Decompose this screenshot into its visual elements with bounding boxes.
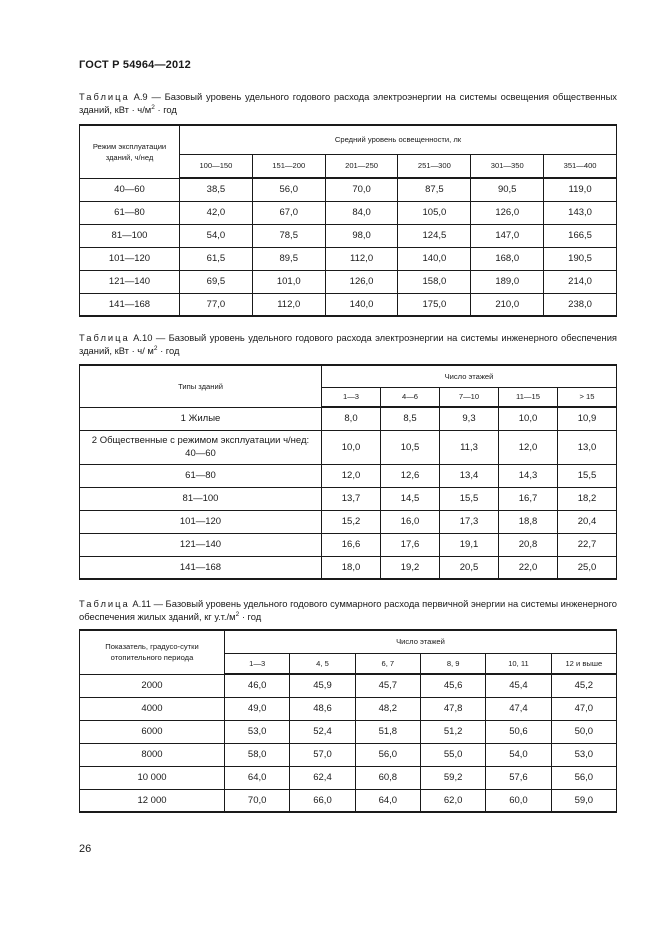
caption-number: А.10 [133,332,153,343]
caption-tail: · год [239,611,262,622]
table-cell: 64,0 [355,789,420,812]
column-header: 7—10 [440,387,499,407]
row-label: 61—80 [80,201,180,224]
table-row [80,464,617,487]
table-row [80,674,617,697]
row-label: 81—100 [80,487,322,510]
table-cell: 10,9 [558,407,617,430]
row-label: 10 000 [80,766,225,789]
table-cell: 77,0 [180,293,253,316]
table-cell: 53,0 [551,743,616,766]
table-cell: 14,3 [499,464,558,487]
group-header: Средний уровень освещенности, лк [180,125,617,154]
table-cell: 17,3 [440,510,499,533]
table-cell: 189,0 [471,270,544,293]
table-row [80,247,617,270]
table-cell: 52,4 [290,720,355,743]
table-cell: 69,5 [180,270,253,293]
table-row [80,224,617,247]
table-cell: 143,0 [544,201,617,224]
table-cell: 45,4 [486,674,551,697]
table-cell: 119,0 [544,178,617,201]
caption-label: Таблица [79,91,130,102]
row-header: Показатель, градусо-сутки отопительного периода [80,630,225,674]
table-cell: 47,8 [420,697,485,720]
table-cell: 45,7 [355,674,420,697]
table-cell: 147,0 [471,224,544,247]
table-row [80,766,617,789]
table-cell: 12,0 [499,430,558,464]
caption-superscript: 2 [151,104,155,111]
table-cell: 56,0 [551,766,616,789]
row-header: Режим эксплуатации зданий, ч/нед [80,125,180,178]
table-cell: 57,6 [486,766,551,789]
column-header: 151—200 [252,154,325,178]
table-row [80,407,617,430]
row-label [80,430,322,464]
table-cell: 57,0 [290,743,355,766]
caption-text: — Базовый уровень удельного годового суммарного расхода первичной энергии на системы инженерного обеспечения жилых зданий, кг у.т./м [79,598,617,622]
table-row [80,789,617,812]
table-cell: 140,0 [398,247,471,270]
row-label: 121—140 [80,270,180,293]
row-label: 12 000 [80,789,225,812]
table-cell: 124,5 [398,224,471,247]
table-cell: 49,0 [225,697,290,720]
table-cell: 90,5 [471,178,544,201]
column-header: 12 и выше [551,653,616,674]
page-number: 26 [79,843,92,855]
caption-superscript: 2 [153,345,158,352]
table-row [80,178,617,201]
table-row [80,533,617,556]
table-cell: 51,8 [355,720,420,743]
table-cell: 89,5 [252,247,325,270]
table-cell: 66,0 [290,789,355,812]
column-header: 100—150 [180,154,253,178]
table-cell: 84,0 [325,201,398,224]
column-header: > 15 [558,387,617,407]
table-cell: 210,0 [471,293,544,316]
table-cell: 12,0 [322,464,381,487]
group-header: Число этажей [225,630,617,653]
table-cell: 126,0 [471,201,544,224]
column-header: 10, 11 [486,653,551,674]
table-cell: 53,0 [225,720,290,743]
table-cell: 46,0 [225,674,290,697]
table-a10-caption [79,331,617,357]
table-cell: 47,0 [551,697,616,720]
table-row [80,556,617,579]
table-cell: 70,0 [225,789,290,812]
row-label: 101—120 [80,510,322,533]
table-cell: 61,5 [180,247,253,270]
column-header: 4, 5 [290,653,355,674]
table-cell: 50,6 [486,720,551,743]
table-cell: 9,3 [440,407,499,430]
row-label: 40—60 [80,178,180,201]
group-header: Число этажей [322,365,617,387]
table-cell: 18,8 [499,510,558,533]
caption-text: — Базовый уровень удельного годового расхода электроэнергии на системы освещения общественных зданий, кВт · ч/м [79,91,617,115]
table-cell: 48,6 [290,697,355,720]
table-cell: 20,4 [558,510,617,533]
table-cell: 25,0 [558,556,617,579]
column-header: 201—250 [325,154,398,178]
table-cell: 60,8 [355,766,420,789]
table-cell: 17,6 [381,533,440,556]
table-cell: 12,6 [381,464,440,487]
column-header: 6, 7 [355,653,420,674]
table-cell: 19,1 [440,533,499,556]
table-cell: 56,0 [355,743,420,766]
table-cell: 62,4 [290,766,355,789]
table-cell: 11,3 [440,430,499,464]
column-header: 1—3 [225,653,290,674]
caption-tail: · год [157,345,180,356]
table-cell: 60,0 [486,789,551,812]
table-row [80,201,617,224]
row-header: Типы зданий [80,365,322,407]
table-cell: 59,2 [420,766,485,789]
table-cell: 18,0 [322,556,381,579]
row-label: 141—168 [80,293,180,316]
table-cell: 16,0 [381,510,440,533]
table-cell: 50,0 [551,720,616,743]
table-cell: 67,0 [252,201,325,224]
table-cell: 47,4 [486,697,551,720]
table-cell: 20,8 [499,533,558,556]
table-cell: 58,0 [225,743,290,766]
table-cell: 54,0 [180,224,253,247]
table-cell: 55,0 [420,743,485,766]
row-label: 141—168 [80,556,322,579]
table-cell: 16,7 [499,487,558,510]
table-a10 [79,364,617,580]
table-cell: 70,0 [325,178,398,201]
column-header: 251—300 [398,154,471,178]
table-cell: 38,5 [180,178,253,201]
table-cell: 214,0 [544,270,617,293]
table-cell: 13,4 [440,464,499,487]
row-label: 6000 [80,720,225,743]
table-cell: 56,0 [252,178,325,201]
caption-number: А.9 [133,91,148,102]
table-cell: 112,0 [252,293,325,316]
table-cell: 15,2 [322,510,381,533]
table-cell: 13,0 [558,430,617,464]
row-label: 1 Жилые [80,407,322,430]
table-cell: 45,2 [551,674,616,697]
row-label: 121—140 [80,533,322,556]
table-cell: 190,5 [544,247,617,270]
table-cell: 22,7 [558,533,617,556]
caption-number: А.11 [132,598,151,609]
table-cell: 54,0 [486,743,551,766]
table-row [80,743,617,766]
table-cell: 15,5 [440,487,499,510]
table-cell: 16,6 [322,533,381,556]
table-cell: 8,0 [322,407,381,430]
table-cell: 64,0 [225,766,290,789]
caption-superscript: 2 [235,611,240,618]
table-cell: 15,5 [558,464,617,487]
table-cell: 175,0 [398,293,471,316]
table-row [80,510,617,533]
table-cell: 19,2 [381,556,440,579]
table-cell: 59,0 [551,789,616,812]
column-header: 11—15 [499,387,558,407]
row-label: 4000 [80,697,225,720]
table-cell: 45,6 [420,674,485,697]
table-cell: 140,0 [325,293,398,316]
table-cell: 10,0 [322,430,381,464]
table-cell: 105,0 [398,201,471,224]
table-cell: 18,2 [558,487,617,510]
row-label: 101—120 [80,247,180,270]
table-cell: 45,9 [290,674,355,697]
column-header: 1—3 [322,387,381,407]
table-a11 [79,629,617,813]
column-header: 4—6 [381,387,440,407]
row-label-line1: 2 Общественные с режимом эксплуатации ч/нед: [91,435,310,446]
column-header: 351—400 [544,154,617,178]
row-label: 81—100 [80,224,180,247]
table-cell: 14,5 [381,487,440,510]
table-row [80,720,617,743]
table-cell: 166,5 [544,224,617,247]
table-a9 [79,124,617,317]
table-cell: 101,0 [252,270,325,293]
table-cell: 98,0 [325,224,398,247]
table-cell: 168,0 [471,247,544,270]
row-label-line2: 40—60 [185,448,216,459]
table-row [80,487,617,510]
table-cell: 238,0 [544,293,617,316]
caption-tail: · год [154,104,177,115]
table-cell: 10,0 [499,407,558,430]
row-label: 61—80 [80,464,322,487]
table-cell: 158,0 [398,270,471,293]
table-cell: 112,0 [325,247,398,270]
table-cell: 42,0 [180,201,253,224]
table-cell: 8,5 [381,407,440,430]
table-a9-caption [79,90,617,116]
table-a11-caption [79,597,617,623]
table-row [80,293,617,316]
table-cell: 51,2 [420,720,485,743]
column-header: 301—350 [471,154,544,178]
table-row [80,697,617,720]
table-cell: 48,2 [355,697,420,720]
table-cell: 126,0 [325,270,398,293]
caption-label: Таблица [79,598,130,609]
table-cell: 10,5 [381,430,440,464]
table-cell: 20,5 [440,556,499,579]
document-code: ГОСТ Р 54964—2012 [79,59,191,71]
table-cell: 22,0 [499,556,558,579]
table-cell: 87,5 [398,178,471,201]
column-header: 8, 9 [420,653,485,674]
caption-label: Таблица [79,332,130,343]
table-cell: 13,7 [322,487,381,510]
table-cell: 62,0 [420,789,485,812]
table-row [80,270,617,293]
table-cell: 78,5 [252,224,325,247]
row-label: 8000 [80,743,225,766]
table-row [80,430,617,464]
row-label: 2000 [80,674,225,697]
caption-text: — Базовый уровень удельного годового расхода электроэнергии на системы инженерного обеспечения зданий, кВт · ч/ м [79,332,618,356]
